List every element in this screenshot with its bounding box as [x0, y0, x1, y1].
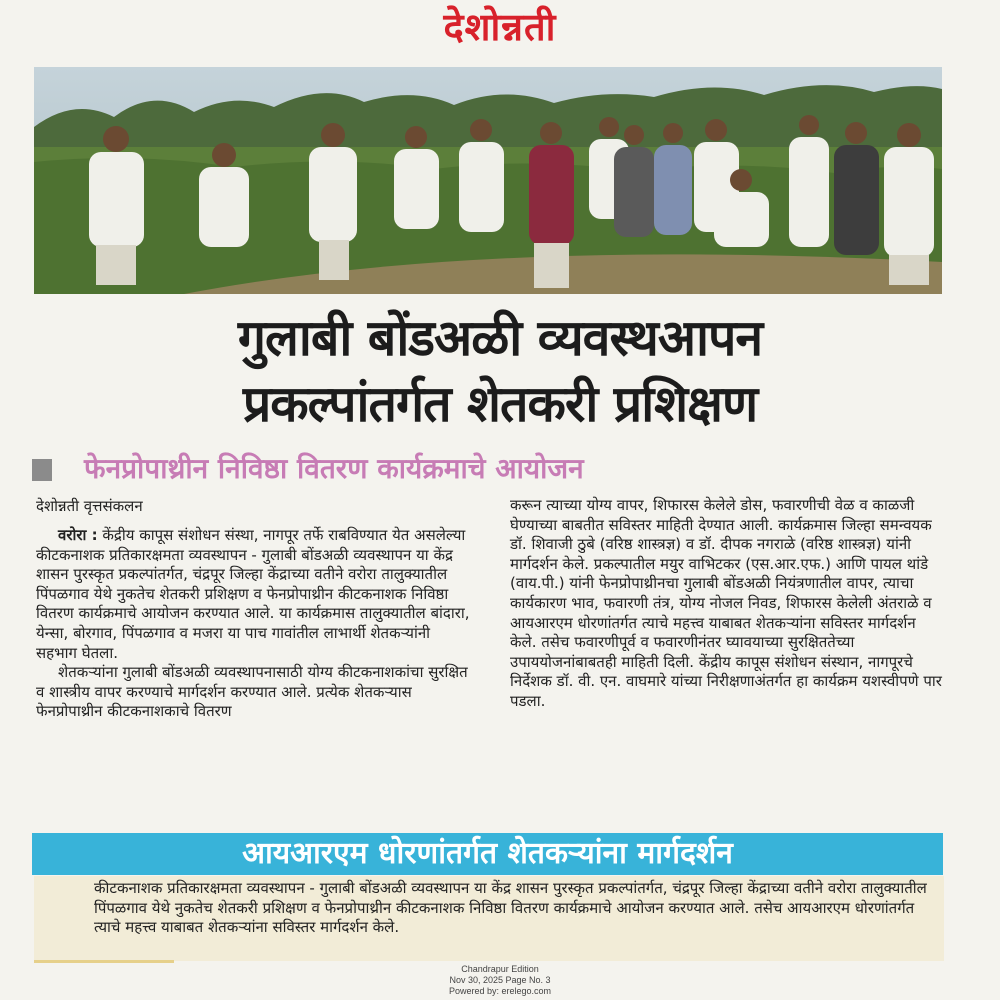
band-heading: आयआरएम धोरणांतर्गत शेतकऱ्यांना मार्गदर्शन — [242, 836, 733, 871]
article-photo — [34, 67, 942, 294]
edition-date-page: Nov 30, 2025 Page No. 3 — [449, 975, 551, 985]
edition-name: Chandrapur Edition — [461, 964, 539, 974]
paragraph-1-text: केंद्रीय कापूस संशोधन संस्था, नागपूर तर्फे राबविण्यात येत असलेल्या कीटकनाशक प्रतिकारक्षमता व्यवस्थापन - गुलाबी बोंडअळी व्यवस्थापन या केंद्र शासन पुरस्कृत प्रकल्पांतर्गत, चंद्रपूर जिल्हा केंद्राच्या वतीने वरोरा तालुक्यातील पिंपळगाव येथे नुकतेच शेतकरी प्रशिक्षण व फेनप्रोपाथ्रीन कीटकनाशक निविष्ठा वितरण कार्यक्रमाचे आयोजन करण्यात आले. या कार्यक्रमास तालुक्यातील बांदारा, येन्सा, बोरगाव, पिंपळगाव व मजरा या पाच गावांतील लाभार्थी शेतकऱ्यांनी सहभाग घेतला. — [36, 526, 470, 662]
dateline: वरोरा : — [58, 526, 98, 544]
paragraph-1 — [36, 526, 472, 663]
powered-by: Powered by: erelego.com — [448, 986, 552, 996]
article-column-right — [510, 496, 946, 712]
paragraph-2: शेतकऱ्यांना गुलाबी बोंडअळी व्यवस्थापनासाठी योग्य कीटकनाशकांचा सुरक्षित व शास्त्रीय वापर करण्याचे मार्गदर्शन करण्यात आले. प्रत्येक शेतकऱ्यास फेनप्रोपाथ्रीन कीटकनाशकाचे वितरण — [36, 663, 468, 721]
article-column-left — [36, 496, 472, 722]
subheadline-marker — [32, 459, 52, 481]
farmers-group-photo — [34, 67, 942, 294]
summary-box — [34, 876, 944, 961]
paragraph-3: करून त्याच्या योग्य वापर, शिफारस केलेले डोस, फवारणीची वेळ व काळजी घेण्याच्या बाबतीत सविस्तर माहिती देण्यात आली. कार्यक्रमास जिल्हा समन्वयक डॉ. शिवाजी ठुबे (वरिष्ठ शास्त्रज्ञ) व डॉ. दीपक नगराळे (वरिष्ठ शास्त्रज्ञ) यांनी मार्गदर्शन केले. प्रकल्पातील मयुर वाभिटकर (एस.आर.एफ.) आणि पायल थांडे (वाय.पी.) यांनी फेनप्रोपाथ्रीनचा गुलाबी बोंडअळी नियंत्रणातील वापर, त्याचा कार्यकारण भाव, फवारणी तंत्र, योग्य नोजल निवड, शिफारस केलेली अंतराळे व आयआरएम धोरणांतर्गत त्याचे महत्त्व याबाबत शेतकऱ्यांना सविस्तर मार्गदर्शन केले. तसेच फवारणीपूर्व व फवारणीनंतर घ्यावयाच्या सुरक्षिततेच्या उपाययोजनांबाबतही माहिती दिली. केंद्रीय कापूस संशोधन संस्थान, नागपूरचे निर्देशक डॉ. वी. एन. वाघमारे यांच्या निरीक्षणाअंतर्गत हा कार्यक्रम यशस्वीपणे पार पडला. — [510, 496, 942, 710]
headline-line-2: प्रकल्पांतर्गत शेतकरी प्रशिक्षण — [242, 375, 758, 433]
edition-footer — [380, 964, 620, 997]
byline: देशोन्नती वृत्तसंकलन — [36, 497, 143, 515]
subheadline: फेनप्रोपाथ्रीन निविष्ठा वितरण कार्यक्रमाचे आयोजन — [84, 452, 584, 485]
summary-underline — [34, 960, 174, 963]
newspaper-masthead: देशोन्नती — [443, 5, 557, 49]
summary-text: कीटकनाशक प्रतिकारक्षमता व्यवस्थापन - गुलाबी बोंडअळी व्यवस्थापन या केंद्र शासन पुरस्कृत प्रकल्पांतर्गत, चंद्रपूर जिल्हा केंद्राच्या वतीने वरोरा तालुक्यातील पिंपळगाव येथे नुकतेच शेतकरी प्रशिक्षण व फेनप्रोपाथ्रीन कीटकनाशक निविष्ठा वितरण कार्यक्रमाचे आयोजन करण्यात आले. तसेच आयआरएम धोरणांतर्गत त्याचे महत्त्व याबाबत शेतकऱ्यांना सविस्तर मार्गदर्शन केले. — [94, 879, 927, 936]
headline-line-1: गुलाबी बोंडअळी व्यवस्थआपन — [237, 309, 763, 367]
